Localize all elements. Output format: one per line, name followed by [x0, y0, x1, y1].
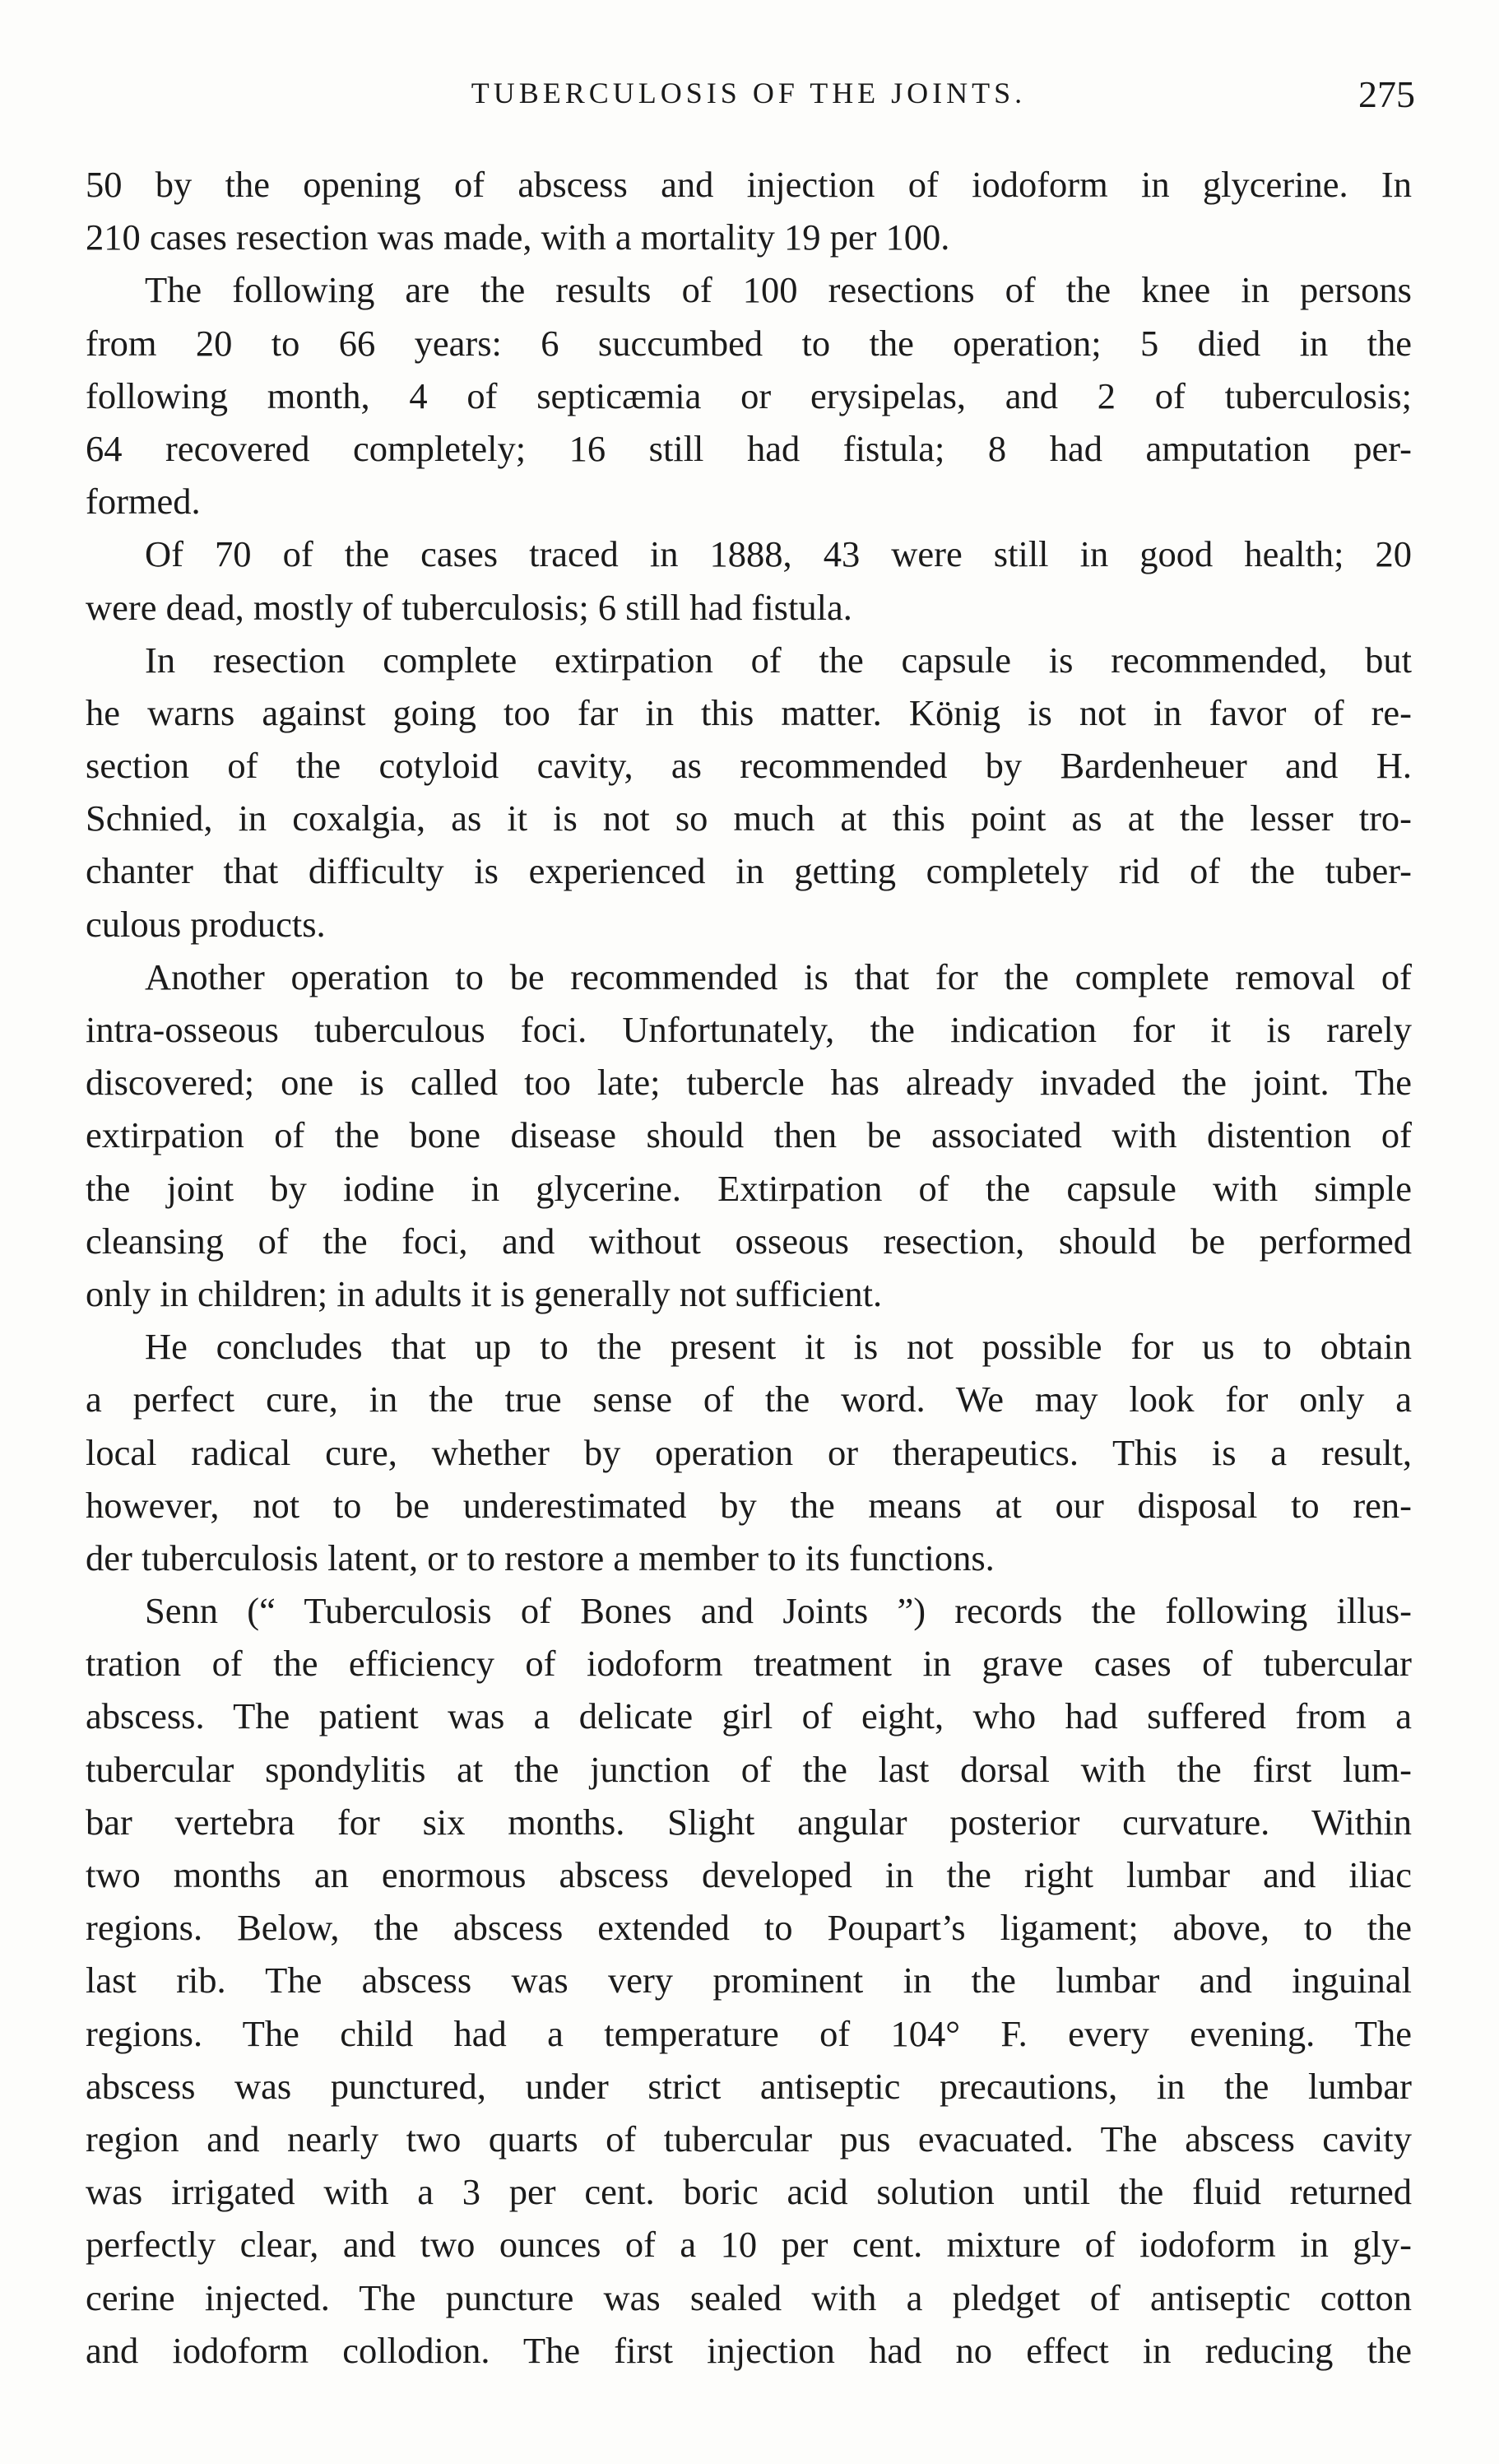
text-line: were dead, mostly of tuberculosis; 6 still had fistula.	[86, 586, 852, 628]
text-line: from 20 to 66 years: 6 succumbed to the operation; 5 died in the	[86, 322, 1412, 364]
text-line: der tuberculosis latent, or to restore a member to its functions.	[86, 1537, 995, 1578]
text-line: local radical cure, whether by operation or therapeutics. This is a result,	[86, 1431, 1412, 1473]
text-line: last rib. The abscess was very prominent in the lumbar and inguinal	[86, 1960, 1412, 2001]
text-line: 64 recovered completely; 16 still had fistula; 8 had amputation per-	[86, 427, 1412, 469]
running-head-title: TUBERCULOSIS OF THE JOINTS.	[471, 77, 1027, 109]
text-line: discovered; one is called too late; tubercle has already invaded the joint. The	[86, 1062, 1412, 1104]
body-text	[86, 158, 1412, 2377]
text-line: a perfect cure, in the true sense of the word. We may look for only a	[86, 1378, 1412, 1420]
text-line: cerine injected. The puncture was sealed with a pledget of antiseptic cotton	[86, 2276, 1412, 2318]
text-line: culous products.	[86, 903, 326, 945]
text-line: regions. The child had a temperature of 104° F. every evening. The	[86, 2012, 1412, 2054]
text-line: the joint by iodine in glycerine. Extirpation of the capsule with simple	[86, 1167, 1412, 1209]
text-line: perfectly clear, and two ounces of a 10 per cent. mixture of iodoform in gly-	[86, 2224, 1412, 2266]
text-line: extirpation of the bone disease should then be associated with distention of	[86, 1114, 1412, 1156]
text-line: tubercular spondylitis at the junction of the last dorsal with the first lum-	[86, 1748, 1412, 1790]
text-line: tration of the efficiency of iodoform treatment in grave cases of tubercular	[86, 1643, 1412, 1685]
page-number: 275	[1358, 73, 1415, 115]
paragraph-start-line: He concludes that up to the present it is not possible for us to obtain	[145, 1326, 1412, 1368]
text-line: abscess was punctured, under strict antiseptic precautions, in the lumbar	[86, 2065, 1412, 2107]
text-line: was irrigated with a 3 per cent. boric acid solution until the fluid returned	[86, 2171, 1412, 2213]
text-line: section of the cotyloid cavity, as recommended by Bardenheuer and H.	[86, 745, 1412, 787]
text-line: 50 by the opening of abscess and injection of iodoform in glycerine. In	[86, 164, 1412, 205]
text-line: chanter that difficulty is experienced in getting completely rid of the tuber-	[86, 850, 1412, 892]
text-line: 210 cases resection was made, with a mortality 19 per 100.	[86, 216, 950, 258]
text-line: bar vertebra for six months. Slight angular posterior curvature. Within	[86, 1801, 1412, 1843]
text-line: region and nearly two quarts of tubercular pus evacuated. The abscess cavity	[86, 2118, 1412, 2159]
text-line: abscess. The patient was a delicate girl of eight, who had suffered from a	[86, 1695, 1412, 1737]
text-line: following month, 4 of septicæmia or erysipelas, and 2 of tuberculosis;	[86, 374, 1412, 416]
paragraph-start-line: The following are the results of 100 resections of the knee in persons	[145, 269, 1412, 311]
text-line: he warns against going too far in this matter. König is not in favor of re-	[86, 691, 1412, 733]
text-line: however, not to be underestimated by the means at our disposal to ren-	[86, 1484, 1412, 1526]
text-line: cleansing of the foci, and without osseous resection, should be performed	[86, 1220, 1412, 1262]
paragraph-start-line: In resection complete extirpation of the capsule is recommended, but	[145, 639, 1412, 681]
paragraph-start-line: Of 70 of the cases traced in 1888, 43 were still in good health; 20	[145, 533, 1412, 575]
text-line: regions. Below, the abscess extended to Poupart’s ligament; above, to the	[86, 1907, 1412, 1949]
paragraph-start-line: Another operation to be recommended is that for the complete removal of	[145, 955, 1412, 997]
text-line: only in children; in adults it is generally not sufficient.	[86, 1272, 883, 1314]
paragraph-start-line: Senn (“ Tuberculosis of Bones and Joints ”) records the following illus-	[145, 1590, 1412, 1632]
text-line: Schnied, in coxalgia, as it is not so much at this point as at the lesser tro-	[86, 797, 1412, 839]
text-line: formed.	[86, 481, 201, 523]
running-head	[82, 73, 1415, 125]
text-line: and iodoform collodion. The first injection had no effect in reducing the	[86, 2329, 1412, 2371]
text-line: intra-osseous tuberculous foci. Unfortunately, the indication for it is rarely	[86, 1009, 1412, 1050]
text-line: two months an enormous abscess developed in the right lumbar and iliac	[86, 1854, 1412, 1895]
